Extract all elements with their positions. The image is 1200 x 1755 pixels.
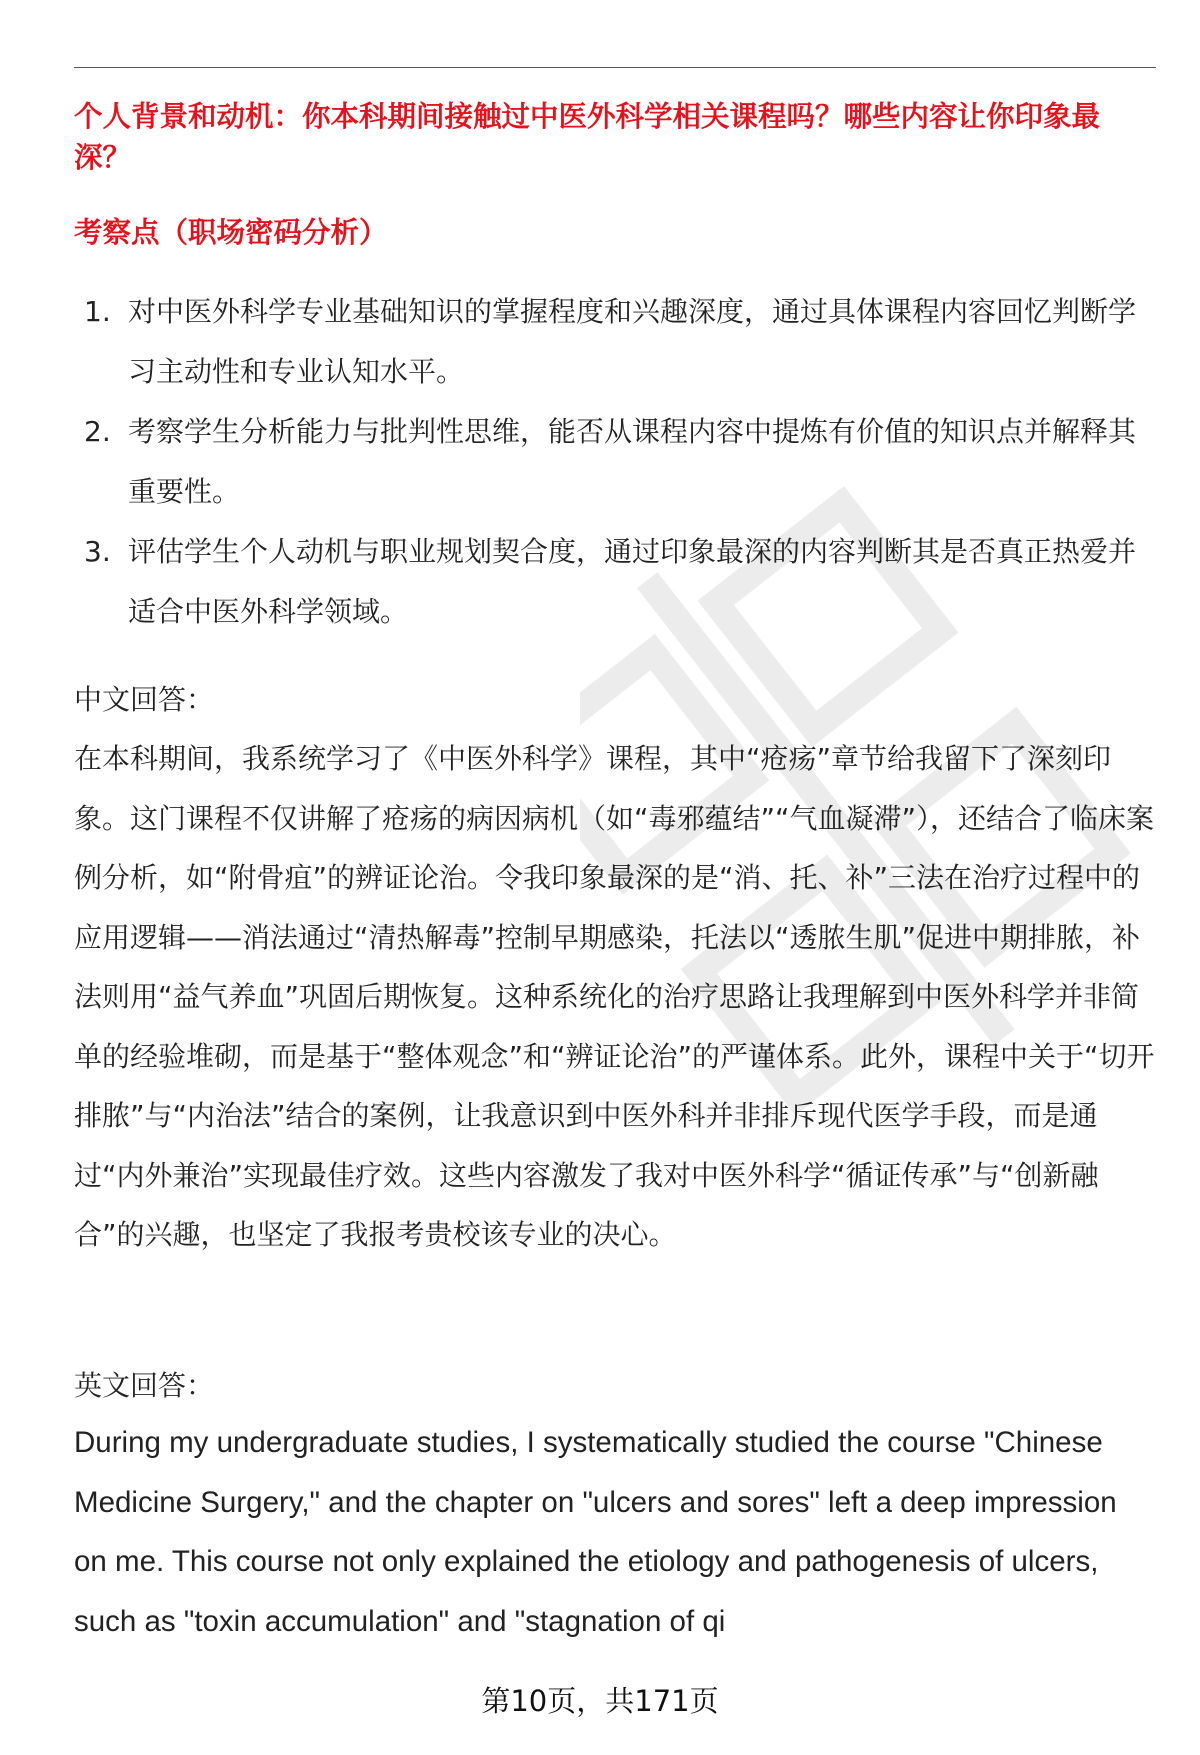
english-answer-text: During my undergraduate studies, I systematically studied the course "Chinese Medicine Surgery," and the chapter on "ulcers and sores" left a deep impression on me. This course not only explained the etiology and pathogenesis of ulcers, such as "toxin accumulation" and "stagnation of qi [74, 1426, 1117, 1638]
page-number-footer: 第10页，共171页 [481, 1684, 719, 1718]
assessment-points-list [74, 282, 1156, 642]
top-rule [74, 67, 1156, 68]
assessment-points-heading: 考察点（职场密码分析） [74, 216, 388, 249]
chinese-answer-label: 中文回答： [74, 683, 215, 716]
list-item-number: 3. [84, 535, 111, 568]
list-item-number: 2. [84, 415, 111, 448]
chinese-answer-text: 在本科期间，我系统学习了《中医外科学》课程，其中“疮疡”章节给我留下了深刻印象。这门课程不仅讲解了疮疡的病因病机（如“毒邪蕴结”“气血凝滞”），还结合了临床案例分析，如“附骨疽”的辨证论治。令我印象最深的是“消、托、补”三法在治疗过程中的应用逻辑——消法通过“清热解毒”控制早期感染，托法以“透脓生肌”促进中期排脓，补法则用“益气养血”巩固后期恢复。这种系统化的治疗思路让我理解到中医外科学并非简单的经验堆砌，而是基于“整体观念”和“辨证论治”的严谨体系。此外，课程中关于“切开排脓”与“内治法”结合的案例，让我意识到中医外科并非排斥现代医学手段，而是通过“内外兼治”实现最佳疗效。这些内容激发了我对中医外科学“循证传承”与“创新融合”的兴趣，也坚定了我报考贵校该专业的决心。 [74, 742, 1155, 1251]
list-item-text: 评估学生个人动机与职业规划契合度，通过印象最深的内容判断其是否真正热爱并适合中医外科学领域。 [128, 535, 1137, 628]
list-item [74, 282, 1156, 402]
list-item-text: 对中医外科学专业基础知识的掌握程度和兴趣深度，通过具体课程内容回忆判断学习主动性和专业认知水平。 [128, 295, 1137, 388]
question-heading: 个人背景和动机：你本科期间接触过中医外科学相关课程吗？哪些内容让你印象最深？ [74, 100, 1101, 174]
list-item-text: 考察学生分析能力与批判性思维，能否从课程内容中提炼有价值的知识点并解释其重要性。 [128, 415, 1137, 508]
english-answer-label: 英文回答： [74, 1369, 215, 1402]
list-item-number: 1. [84, 295, 111, 328]
list-item [74, 402, 1156, 522]
list-item [74, 522, 1156, 642]
